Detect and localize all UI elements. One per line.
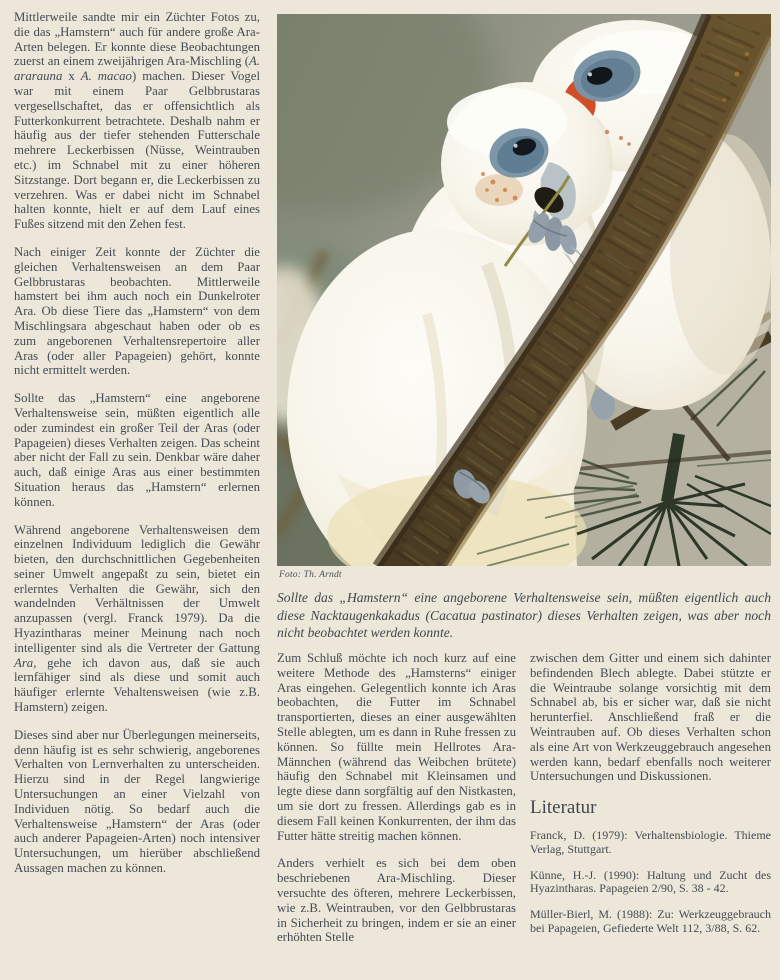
middle-text-column (277, 651, 516, 945)
paragraph: Nach einiger Zeit konnte der Züchter die gleichen Verhaltensweisen an dem Paar Gelbbrustaras beobachten. Mittlerweile hamstert bei ihm auch noch ein Dunkelroter Ara. Ob diese Tiere das „Hamstern“ von dem Mischlingsara abgeschaut haben oder ob es zum angeborenen Verhaltensrepertoire aller Aras (oder aller Papageien) gehört, konnte nicht ermittelt werden. (14, 244, 260, 378)
literature-heading: Literatur (530, 797, 597, 819)
literature-entry: Müller-Bierl, M. (1988): Zu: Werkzeuggebrauch bei Papageien, Gefiederte Welt 112, 3/88, S. 62. (530, 907, 771, 935)
paragraph: Anders verhielt es sich bei dem oben beschriebenen Ara-Mischling. Dieser versuchte des öfteren, mehrere Leckerbissen, wie z.B. Weintrauben, vor den Gelbbrustaras in Sicherheit zu bringen, indem er sie an einer erhöhten Stelle (277, 856, 516, 945)
paragraph: Zum Schluß möchte ich noch kurz auf eine weitere Methode des „Hamsterns“ einiger Aras eingehen. Gelegentlich konnte ich Aras beobachten, die Futter im Schnabel transportierten, dieses an einer ausgewählten Stelle ablegten, um es dann in Ruhe fressen zu können. So füllte mein Hellrotes Ara-Männchen (während das Weibchen brütete) häufig den Schnabel mit Kleinsamen und legte diese dann sorgfältig auf den Nistkasten, um sie dort zu fressen. Allerdings gab es in diesem Fall keinen Konkurrenten, der ihm das Futter hätte streitig machen können. (277, 651, 516, 843)
paragraph: Sollte das „Hamstern“ eine angeborene Verhaltensweise sein, müßten eigentlich alle oder zumindest ein großer Teil der Aras (oder Papageien) dieses Verhalten zeigen. Das scheint aber nicht der Fall zu sein. Denkbar wäre daher auch, daß einige Aras aus einer bestimmten Situation heraus das „Hamstern“ erlernen können. (14, 391, 260, 509)
literature-list (530, 829, 771, 936)
right-text-column (530, 651, 771, 936)
left-text-column (14, 10, 260, 876)
paragraph: Dieses sind aber nur Überlegungen meinerseits, denn häufig ist es sehr schwierig, angeborenes Verhalten von Lernverhalten zu unterscheiden. Hierzu sind in der Regel langwierige Untersuchungen an einer Vielzahl von Individuen nötig. So bedarf auch die Verhaltensweise „Hamstern“ der Aras (oder auch anderer Papageien-Arten) noch intensiver Untersuchungen, um hierüber abschließend Aussagen machen zu können. (14, 727, 260, 876)
photo-credit: Foto: Th. Arndt (279, 570, 342, 580)
photo-caption: Sollte das „Hamstern“ eine angeborene Verhaltensweise sein, müßten eigentlich auch diese Nacktaugenkakadus (Cacatua pastinator) dieses Verhalten zeigen, was aber noch nicht beobachtet werden konnte. (277, 590, 771, 641)
literature-entry: Franck, D. (1979): Verhaltensbiologie. Thieme Verlag, Stuttgart. (530, 827, 771, 856)
paragraph: Mittlerweile sandte mir ein Züchter Fotos zu, die das „Hamstern“ auch für andere große Ara-Arten belegen. Er konnte diese Beobachtungen zuerst an einem zweijährigen Ara-Mischling (A. ararauna x A. macao) machen. Dieser Vogel war mit einem Paar Gelbbrustaras vergesellschaftet, das er offensichtlich als Futterkonkurrent betrachtete. Deshalb nahm er häufig aus der tiefer stehenden Futterschale mehrere Leckerbissen (Nüsse, Weintrauben etc.) im Schnabel mit zu einer höheren Sitzstange. Dort begann er, die Leckerbissen zu verzehren. Was er dabei nicht im Schnabel halten konnte, hielt er auf dem Lauf eines Fußes sitzend mit den Zehen fest. (14, 10, 261, 232)
literature-entry: Künne, H.-J. (1990): Haltung und Zucht des Hyazintharas. Papageien 2/90, S. 38 - 42. (530, 867, 771, 896)
paragraph: Während angeborene Verhaltensweisen dem einzelnen Individuum lediglich die Gewähr bieten, den durchschnittlichen Gegebenheiten seiner Umwelt angepaßt zu sein, bietet ein erlerntes Verhalten die Gewähr, sich den wandelnden Verhältnissen der Umwelt anzupassen (vergl. Franck 1979). Da die Hyazintharas meiner Meinung nach noch intelligenter sind als die Vertreter der Gattung Ara, gehe ich davon aus, daß sie auch lernfähiger sind als diese und somit auch häufiger erlernte Vehaltensweisen (wie z.B. Hamstern) zeigen. (14, 522, 260, 715)
paragraph: zwischen dem Gitter und einem sich dahinter befindenden Blech ablegte. Dabei stützte er die Weintraube solange vorsichtig mit dem Schnabel ab, bis er sicher war, daß sie nicht herunterfiel. Anschließend fraß er die Weintrauben auf. Ob dieses Verhalten schon als eine Art von Werkzeuggebrauch angesehen werden kann, bedarf ebenfalls noch weiterer Untersuchungen und Diskussionen. (530, 651, 771, 784)
cockatoo-photo (277, 14, 771, 566)
